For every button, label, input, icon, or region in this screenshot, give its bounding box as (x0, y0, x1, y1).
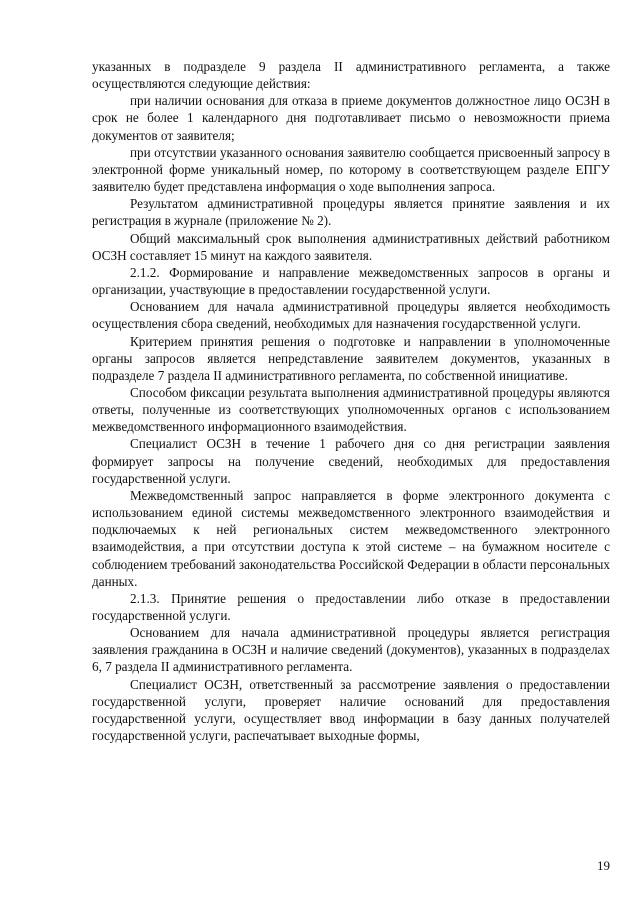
paragraph: при отсутствии указанного основания заявителю сообщается присвоенный запросу в электронной форме уникальный номер, по которому в соответствующем разделе ЕПГУ заявителю будет представлена информация о ходе выполнения запроса. (92, 144, 610, 195)
section-heading: 2.1.3. Принятие решения о предоставлении либо отказе в предоставлении государственной услуги. (92, 590, 610, 623)
paragraph: Специалист ОСЗН в течение 1 рабочего дня со дня регистрации заявления формирует запросы на получение сведений, необходимых для предоставления государственной услуги. (92, 436, 610, 486)
paragraph: Основанием для начала административной процедуры является необходимость осуществления сбора сведений, необходимых для назначения государственной услуги. (92, 299, 610, 332)
paragraph: указанных в подразделе 9 раздела II административного регламента, а также осуществляются следующие действия: (92, 59, 610, 92)
section-heading: 2.1.2. Формирование и направление межведомственных запросов в органы и организации, участвующие в предоставлении государственной услуги. (92, 264, 610, 298)
paragraph: Специалист ОСЗН, ответственный за рассмотрение заявления о предоставлении государственной услуги, проверяет наличие оснований для предоставления государственной услуги, осуществляет ввод информации в базу данных получателей государственной услуги, распечатывает выходные формы, (92, 676, 610, 744)
paragraph: Основанием для начала административной процедуры является регистрация заявления гражданина в ОСЗН и наличие сведений (документов), указанных в подразделах 6, 7 раздела II административного регламента. (92, 625, 610, 675)
paragraph: Межведомственный запрос направляется в форме электронного документа с использованием единой системы межведомственного электронного взаимодействия и подключаемых к ней региональных систем межведомственного электронного взаимодействия, а при отсутствии доступа к этой системе – на бумажном носителе с соблюдением требований законодательства Российской Федерации в области персональных данных. (92, 487, 610, 589)
paragraph: Способом фиксации результата выполнения административной процедуры являются ответы, полученные из соответствующих уполномоченных органов с использованием межведомственного информационного взаимодействия. (92, 384, 610, 435)
paragraph: Результатом административной процедуры является принятие заявления и их регистрация в журнале (приложение № 2). (92, 196, 610, 229)
paragraph: при наличии основания для отказа в приеме документов должностное лицо ОСЗН в срок не более 1 календарного дня подготавливает письмо о невозможности приема документов от заявителя; (92, 93, 610, 143)
paragraph: Общий максимальный срок выполнения административных действий работником ОСЗН составляет 15 минут на каждого заявителя. (92, 230, 610, 263)
page-number: 19 (597, 858, 610, 873)
document-body (92, 58, 610, 744)
paragraph: Критерием принятия решения о подготовке и направлении в уполномоченные органы запросов является непредставление заявителем документов, указанных в подразделе 7 раздела II административного регламента, по собственной инициативе. (92, 333, 610, 383)
